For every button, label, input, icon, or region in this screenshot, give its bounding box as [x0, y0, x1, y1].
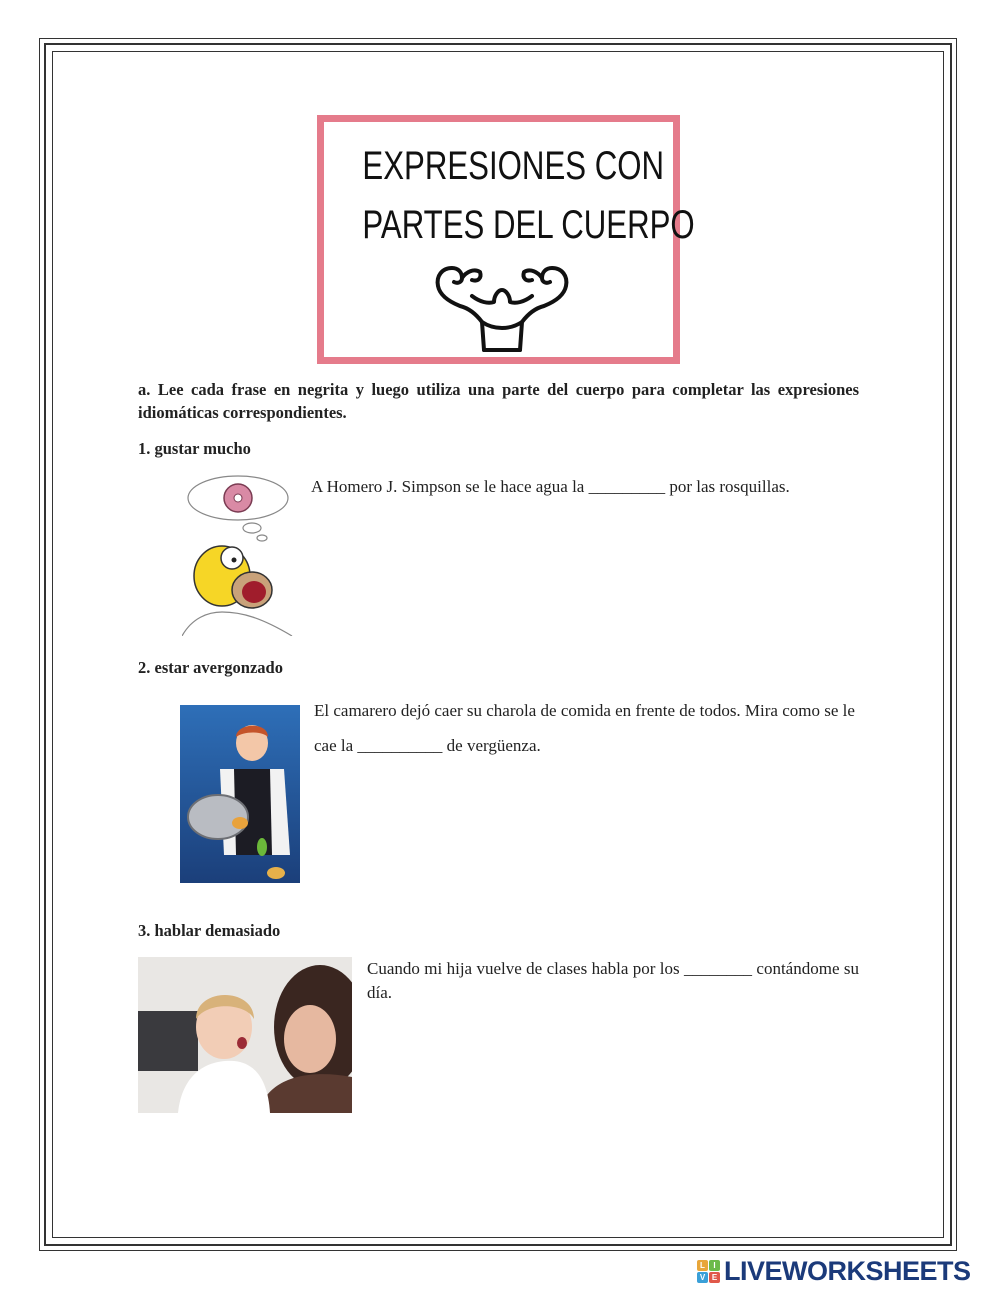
logo-letter: L: [697, 1260, 708, 1271]
liveworksheets-logo: [697, 1256, 971, 1286]
logo-letter: V: [697, 1272, 708, 1283]
title-line-1: EXPRESIONES CON: [362, 144, 665, 188]
item-2-heading: 2. estar avergonzado: [138, 658, 283, 677]
liveworksheets-brand: LIVEWORKSHEETS: [724, 1255, 971, 1286]
logo-letter: E: [709, 1272, 720, 1283]
item-3-sentence: Cuando mi hija vuelve de clases habla por los ________ contándome su día.: [367, 959, 859, 1002]
instructions: a. Lee cada frase en negrita y luego utiliza una parte del cuerpo para completar las expresiones idiomáticas correspondientes.: [138, 380, 859, 422]
flexing-muscle-icon: [432, 260, 572, 356]
homer-simpson-image: [182, 472, 304, 636]
title-line-2: PARTES DEL CUERPO: [362, 203, 695, 247]
item-1-heading: 1. gustar mucho: [138, 439, 251, 458]
boy-waiter-image: [180, 705, 300, 883]
girl-and-mother-image: [138, 957, 352, 1113]
item-2-sentence: El camarero dejó caer su charola de comida en frente de todos. Mira como se le cae la __________ de vergüenza.: [314, 701, 855, 755]
item-3-heading: 3. hablar demasiado: [138, 921, 281, 940]
liveworksheets-logo-icon: [697, 1260, 720, 1283]
item-1-sentence: A Homero J. Simpson se le hace agua la _________ por las rosquillas.: [311, 477, 790, 496]
title-box: [317, 115, 695, 364]
logo-letter: I: [709, 1260, 720, 1271]
